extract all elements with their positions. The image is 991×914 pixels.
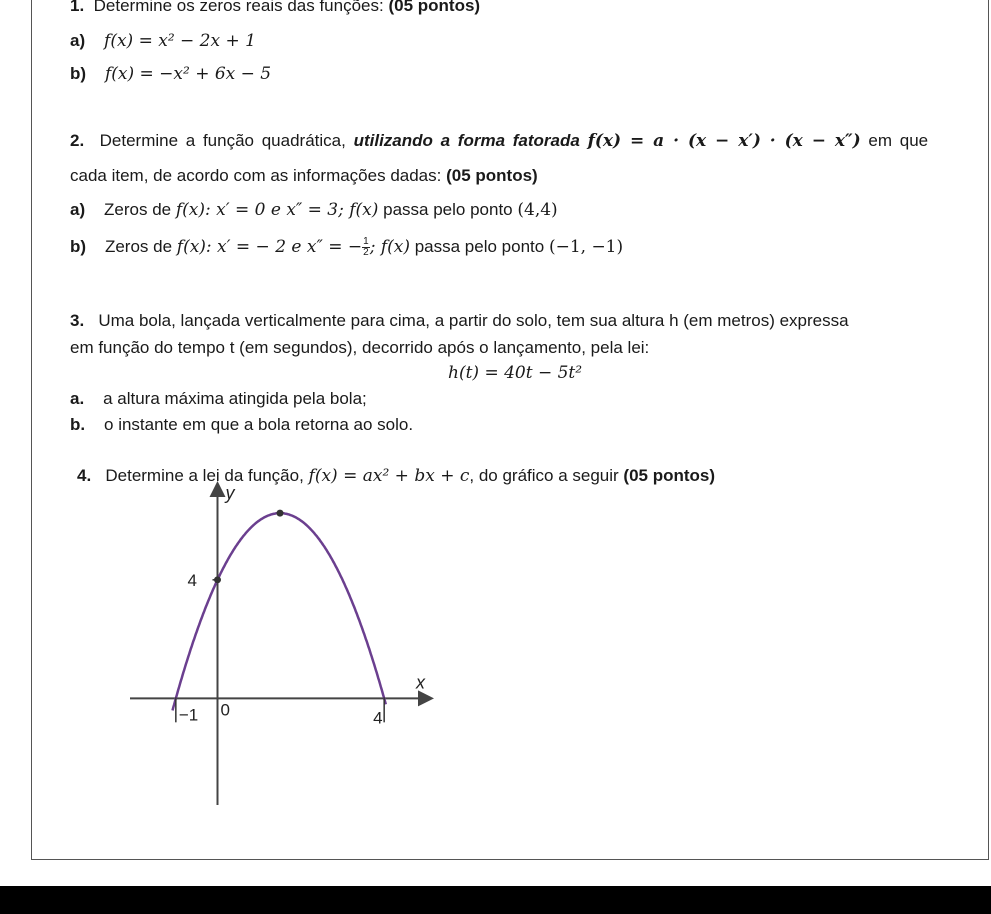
q3-item-b bbox=[70, 415, 413, 435]
q2-b-frac-numerator: 1 bbox=[363, 236, 369, 248]
q2-line2-text: cada item, de acordo com as informações dadas: bbox=[70, 166, 442, 185]
q3-line2: em função do tempo t (em segundos), decorrido após o lançamento, pela lei: bbox=[70, 338, 650, 357]
q1-points: (05 pontos) bbox=[388, 0, 481, 15]
q1-b-label: b) bbox=[70, 64, 87, 83]
q2-b-text2: passa pelo ponto bbox=[414, 237, 545, 256]
q2-statement bbox=[70, 131, 928, 151]
q3-statement-line2 bbox=[70, 338, 649, 358]
q2-b-point: (−1, −1) bbox=[548, 237, 624, 257]
q2-text-end: em que bbox=[868, 131, 929, 150]
q3-a-text: a altura máxima atingida pela bola; bbox=[103, 389, 367, 408]
q1-a-expression: f(x) = x² − 2x + 1 bbox=[104, 31, 256, 51]
q2-text-start: Determine a função quadrática, bbox=[99, 131, 346, 150]
q3-item-a bbox=[70, 389, 367, 409]
q1-statement bbox=[70, 0, 480, 16]
q3-a-label: a. bbox=[70, 389, 85, 408]
parabola-curve bbox=[173, 513, 386, 710]
q2-item-b bbox=[70, 237, 623, 258]
q1-item-a bbox=[70, 31, 256, 51]
q2-b-label: b) bbox=[70, 237, 87, 256]
q4-statement bbox=[77, 466, 715, 486]
q2-a-label: a) bbox=[70, 200, 86, 219]
q4-text-end: , do gráfico a seguir bbox=[469, 466, 619, 485]
q2-b-math1: f(x): x′ = − 2 e x″ = − bbox=[176, 237, 363, 257]
x-tick-label-neg1: −1 bbox=[178, 705, 199, 725]
x-tick-label-4: 4 bbox=[373, 708, 383, 728]
q1-number: 1. bbox=[70, 0, 85, 15]
q2-formula: f(x) = a · (x − x′) · (x − x″) bbox=[587, 131, 861, 151]
q2-a-text2: passa pelo ponto bbox=[383, 200, 513, 219]
q1-item-b bbox=[70, 64, 271, 84]
q3-number: 3. bbox=[70, 311, 85, 330]
q3-statement bbox=[70, 311, 849, 331]
q2-points: (05 pontos) bbox=[446, 166, 538, 185]
q1-b-expression: f(x) = −x² + 6x − 5 bbox=[104, 64, 272, 84]
q2-a-point: (4,4) bbox=[517, 200, 558, 220]
marked-point-2 bbox=[277, 510, 284, 517]
q1-text: Determine os zeros reais das funções: bbox=[93, 0, 384, 15]
q4-text-start: Determine a lei da função, bbox=[105, 466, 304, 485]
q4-formula: f(x) = ax² + bx + c bbox=[308, 466, 470, 486]
y-axis-label: y bbox=[225, 483, 235, 503]
q2-a-text1: Zeros de bbox=[104, 200, 172, 219]
q2-number: 2. bbox=[70, 131, 85, 150]
q2-text-emphasis: utilizando a forma fatorada bbox=[353, 131, 580, 150]
q2-b-frac-denominator: 2 bbox=[363, 247, 369, 259]
y-tick-label-4: 4 bbox=[187, 570, 197, 590]
q3-formula: h(t) = 40t − 5t² bbox=[448, 363, 583, 383]
q2-a-math: f(x): x′ = 0 e x″ = 3; f(x) bbox=[175, 200, 379, 220]
q2-b-fraction bbox=[362, 237, 370, 258]
q4-number: 4. bbox=[77, 466, 92, 485]
q1-a-label: a) bbox=[70, 31, 86, 50]
parabola-chart bbox=[130, 485, 430, 805]
x-tick-label-0: 0 bbox=[220, 700, 230, 720]
q3-b-text: o instante em que a bola retorna ao solo. bbox=[104, 415, 414, 434]
q2-item-a bbox=[70, 200, 558, 220]
q2-statement-line2 bbox=[70, 166, 538, 186]
q3-b-label: b. bbox=[70, 415, 86, 434]
bottom-black-bar bbox=[0, 886, 991, 914]
q2-b-math2: ; f(x) bbox=[369, 237, 410, 257]
q2-b-text1: Zeros de bbox=[104, 237, 173, 256]
q3-line1: Uma bola, lançada verticalmente para cima, a partir do solo, tem sua altura h (em metros) expressa bbox=[98, 311, 849, 330]
x-axis-label: x bbox=[416, 672, 425, 693]
q4-points: (05 pontos) bbox=[623, 466, 716, 485]
